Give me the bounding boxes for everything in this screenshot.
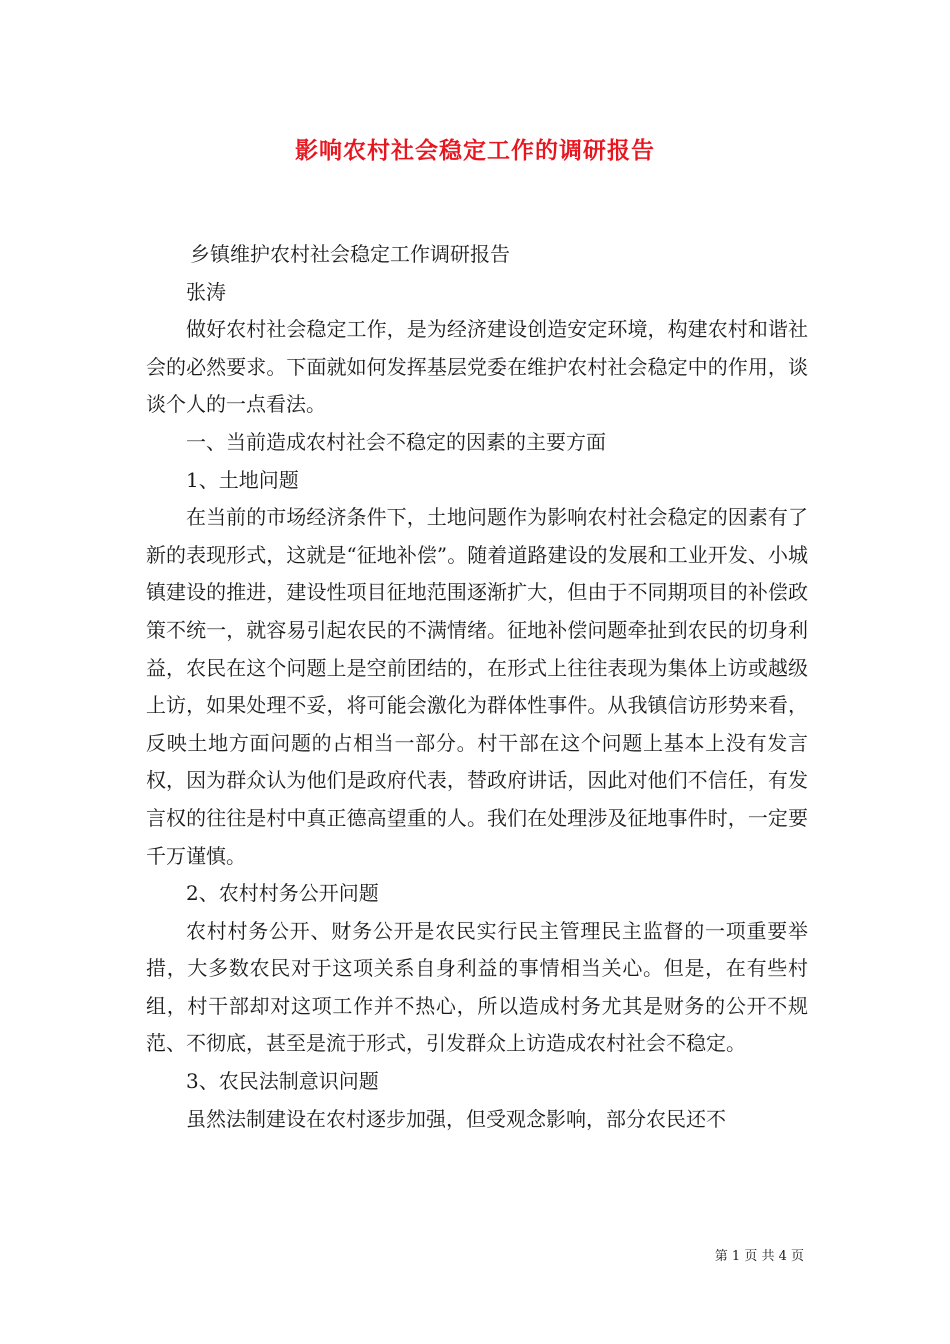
page-number: 第 1 页 共 4 页: [714, 1249, 804, 1264]
subsection-heading-legal-awareness: 3、农民法制意识问题: [186, 1069, 379, 1094]
section-heading-1: 一、当前造成农村社会不稳定的因素的主要方面: [186, 429, 606, 454]
paragraph-legal-awareness: 虽然法制建设在农村逐步加强，但受观念影响，部分农民还不: [186, 1106, 726, 1131]
subsection-heading-land: 1、土地问题: [186, 467, 299, 492]
paragraph-land: 在当前的市场经济条件下，土地问题作为影响农村社会稳定的因素有了新的表现形式，这就是“征地补偿”。随着道路建设的发展和工业开发、小城镇建设的推进，建设性项目征地范围逐渐扩大，但由于不同期项目的补偿政策不统一，就容易引起农民的不满情绪。征地补偿问题牵扯到农民的切身利益，农民在这个问题上是空前团结的，在形式上往往表现为集体上访或越级上访，如果处理不妥，将可能会激化为群体性事件。从我镇信访形势来看，反映土地方面问题的占相当一部分。村干部在这个问题上基本上没有发言权，因为群众认为他们是政府代表，替政府讲话，因此对他们不信任，有发言权的往往是村中真正德高望重的人。我们在处理涉及征地事件时，一定要千万谨慎。: [146, 505, 808, 868]
paragraph-village-affairs: 农村村务公开、财务公开是农民实行民主管理民主监督的一项重要举措，大多数农民对于这项关系自身利益的事情相当关心。但是，在有些村组，村干部却对这项工作并不热心，所以造成村务尤其是财务的公开不规范、不彻底，甚至是流于形式，引发群众上访造成农村社会不稳定。: [146, 918, 808, 1056]
paragraph-intro: 做好农村社会稳定工作，是为经济建设创造安定环境，构建农村和谐社会的必然要求。下面就如何发挥基层党委在维护农村社会稳定中的作用，谈谈个人的一点看法。: [146, 317, 808, 417]
document-body: [146, 236, 808, 1138]
document-subtitle: 乡镇维护农村社会稳定工作调研报告: [190, 242, 510, 266]
document-title: 影响农村社会稳定工作的调研报告: [295, 137, 655, 164]
author-name: 张涛: [186, 279, 226, 304]
subsection-heading-village-affairs: 2、农村村务公开问题: [186, 881, 379, 906]
